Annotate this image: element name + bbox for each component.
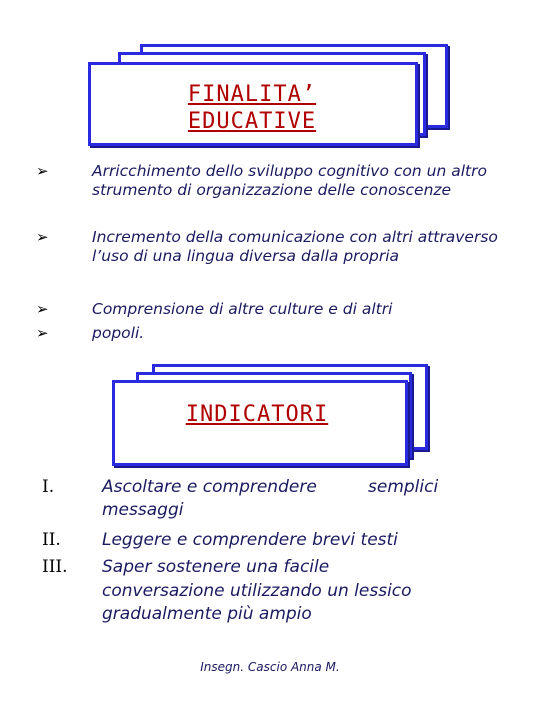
numeral-2: II. — [42, 530, 61, 550]
item-3-text-c: gradualmente più ampio — [102, 604, 312, 624]
item-1-text-a: Ascoltare e comprendere — [102, 477, 317, 497]
bullet-arrow-4: ➢ — [36, 324, 49, 342]
bullet-text-2: Incremento della comunicazione con altri attraverso l’uso di una lingua diversa dalla propria — [92, 228, 498, 265]
title-finalita-line1: FINALITA’ — [187, 82, 317, 107]
bullet-arrow-3: ➢ — [36, 300, 49, 318]
item-3-text-b: conversazione utilizzando un lessico — [102, 581, 412, 601]
numeral-1: I. — [42, 477, 55, 497]
item-3-text-a: Saper sostenere una facile — [102, 557, 330, 577]
numeral-3: III. — [42, 557, 68, 577]
item-1-text-b: semplici — [368, 477, 439, 497]
bullet-text-4: popoli. — [92, 324, 145, 342]
item-1-text-c: messaggi — [102, 500, 184, 520]
title-indicatori: INDICATORI — [185, 402, 329, 427]
bullet-text-3: Comprensione di altre culture e di altri — [92, 300, 393, 318]
footer-author: Insegn. Cascio Anna M. — [200, 660, 340, 674]
item-2-text-a: Leggere e comprendere brevi testi — [102, 530, 398, 550]
bullet-text-1: Arricchimento dello sviluppo cognitivo con un altro strumento di organizzazione delle conoscenze — [92, 162, 487, 199]
title-finalita-line2: EDUCATIVE — [187, 109, 317, 134]
bullet-arrow-2: ➢ — [36, 228, 49, 246]
bullet-arrow-1: ➢ — [36, 162, 49, 180]
title-finalita — [90, 82, 414, 134]
